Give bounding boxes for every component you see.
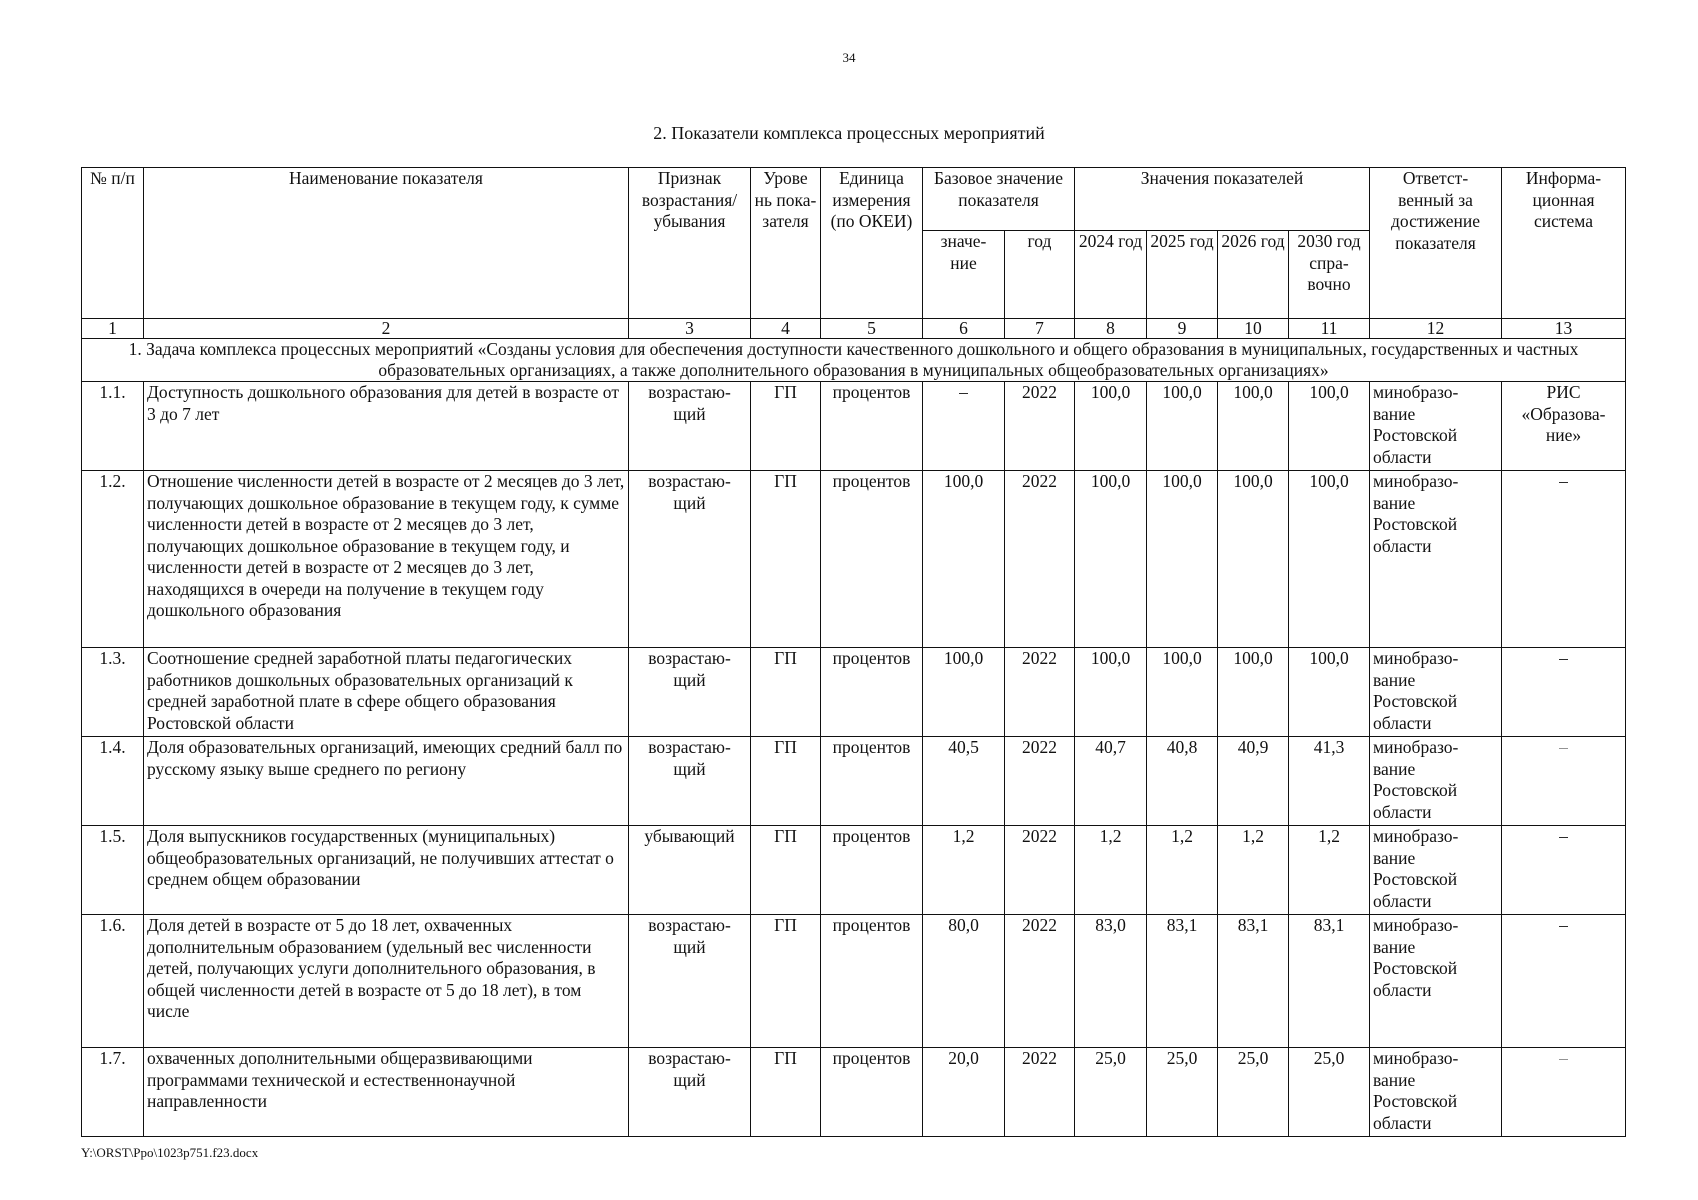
value-2024: 1,2 [1075,826,1147,915]
indicator-level: ГП [751,826,821,915]
responsible: минобразо- вание Ростовской области [1370,737,1502,826]
unit: процентов [821,826,923,915]
page-title: 2. Показатели комплекса процессных мероприятий [653,123,1045,143]
row-number: 1.3. [82,648,144,737]
responsible: минобразо- вание Ростовской области [1370,471,1502,648]
value-2026: 83,1 [1218,915,1289,1048]
info-system: – [1502,826,1626,915]
unit: процентов [821,382,923,471]
column-number: 2 [144,319,629,339]
value-2024: 100,0 [1075,648,1147,737]
header-base-year: год [1005,231,1075,319]
unit: процентов [821,1048,923,1137]
header-base: Базовое значение показателя [923,168,1075,231]
value-2025: 100,0 [1147,471,1218,648]
value-2025: 83,1 [1147,915,1218,1048]
value-2026: 100,0 [1218,382,1289,471]
header-unit: Единица измерения (по ОКЕИ) [821,168,923,319]
value-2024: 40,7 [1075,737,1147,826]
indicator-level: ГП [751,915,821,1048]
value-2024: 100,0 [1075,382,1147,471]
column-number: 11 [1289,319,1370,339]
value-2026: 100,0 [1218,648,1289,737]
header-2024: 2024 год [1075,231,1147,319]
header-2030: 2030 год спра- вочно [1289,231,1370,319]
column-number: 3 [629,319,751,339]
indicator-level: ГП [751,382,821,471]
responsible: минобразо- вание Ростовской области [1370,648,1502,737]
responsible: минобразо- вание Ростовской области [1370,1048,1502,1137]
table-row [82,471,1626,648]
base-year: 2022 [1005,1048,1075,1137]
value-2026: 25,0 [1218,1048,1289,1137]
column-number: 8 [1075,319,1147,339]
base-value: 1,2 [923,826,1005,915]
indicator-name: охваченных дополнительными общеразвивающими программами технической и естественнонаучной направленности [144,1048,629,1137]
responsible: минобразо- вание Ростовской области [1370,382,1502,471]
value-2030: 100,0 [1289,471,1370,648]
trend-sign: возрастаю- щий [629,737,751,826]
info-system: – [1502,737,1626,826]
table-row [82,915,1626,1048]
value-2025: 40,8 [1147,737,1218,826]
base-value: 40,5 [923,737,1005,826]
column-number: 13 [1502,319,1626,339]
indicator-level: ГП [751,471,821,648]
value-2025: 100,0 [1147,648,1218,737]
header-level: Урове нь пока- зателя [751,168,821,319]
table-row [82,382,1626,471]
header-info-system: Информа- ционная система [1502,168,1626,319]
base-year: 2022 [1005,826,1075,915]
value-2025: 25,0 [1147,1048,1218,1137]
indicator-name: Отношение численности детей в возрасте от 2 месяцев до 3 лет, получающих дошкольное образование в текущем году, к сумме численности детей в возрасте от 2 месяцев до 3 лет, получающих дошкольное образование в текущем году, и численности детей в возрасте от 2 месяцев до 3 лет, находящихся в очереди на получение в текущем году дошкольного образования [144,471,629,648]
indicators-table [81,167,1626,1137]
header-values: Значения показателей [1075,168,1370,231]
info-system: – [1502,1048,1626,1137]
header-row [82,168,1626,231]
value-2024: 83,0 [1075,915,1147,1048]
value-2030: 100,0 [1289,382,1370,471]
indicator-name: Доля выпускников государственных (муниципальных) общеобразовательных организаций, не получивших аттестат о среднем общем образовании [144,826,629,915]
header-responsible: Ответст- венный за достижение показателя [1370,168,1502,319]
value-2030: 41,3 [1289,737,1370,826]
indicator-level: ГП [751,737,821,826]
responsible: минобразо- вание Ростовской области [1370,826,1502,915]
column-number: 9 [1147,319,1218,339]
value-2025: 100,0 [1147,382,1218,471]
info-system: – [1502,915,1626,1048]
header-trend: Признак возрастания/ убывания [629,168,751,319]
column-number: 7 [1005,319,1075,339]
unit: процентов [821,737,923,826]
file-path-footer: Y:\ORST\Ppo\1023p751.f23.docx [81,1145,259,1160]
table-row [82,648,1626,737]
value-2024: 25,0 [1075,1048,1147,1137]
header-2025: 2025 год [1147,231,1218,319]
table-row [82,737,1626,826]
indicator-level: ГП [751,648,821,737]
row-number: 1.4. [82,737,144,826]
value-2030: 25,0 [1289,1048,1370,1137]
indicator-name: Доступность дошкольного образования для детей в возрасте от 3 до 7 лет [144,382,629,471]
value-2026: 40,9 [1218,737,1289,826]
column-number: 4 [751,319,821,339]
unit: процентов [821,915,923,1048]
info-system: – [1502,648,1626,737]
task-row [82,339,1626,382]
table-row [82,826,1626,915]
trend-sign: убывающий [629,826,751,915]
info-system: РИС «Образова- ние» [1502,382,1626,471]
trend-sign: возрастаю- щий [629,471,751,648]
trend-sign: возрастаю- щий [629,915,751,1048]
unit: процентов [821,471,923,648]
page-number: 34 [842,50,856,65]
responsible: минобразо- вание Ростовской области [1370,915,1502,1048]
row-number: 1.2. [82,471,144,648]
indicator-level: ГП [751,1048,821,1137]
column-number: 1 [82,319,144,339]
base-value: 100,0 [923,648,1005,737]
trend-sign: возрастаю- щий [629,1048,751,1137]
base-value: – [923,382,1005,471]
base-year: 2022 [1005,648,1075,737]
row-number: 1.6. [82,915,144,1048]
base-value: 20,0 [923,1048,1005,1137]
header-base-value: значе- ние [923,231,1005,319]
column-number: 5 [821,319,923,339]
header-2026: 2026 год [1218,231,1289,319]
column-number: 6 [923,319,1005,339]
table-row [82,1048,1626,1137]
info-system: – [1502,471,1626,648]
trend-sign: возрастаю- щий [629,382,751,471]
column-number: 10 [1218,319,1289,339]
value-2030: 1,2 [1289,826,1370,915]
value-2026: 1,2 [1218,826,1289,915]
unit: процентов [821,648,923,737]
indicator-name: Доля детей в возрасте от 5 до 18 лет, охваченных дополнительным образованием (удельный вес численности детей, получающих услуги дополнительного образования, в общей численности детей в возрасте от 5 до 18 лет), в том числе [144,915,629,1048]
value-2030: 83,1 [1289,915,1370,1048]
value-2026: 100,0 [1218,471,1289,648]
value-2030: 100,0 [1289,648,1370,737]
header-name: Наименование показателя [144,168,629,319]
base-value: 100,0 [923,471,1005,648]
row-number: 1.5. [82,826,144,915]
value-2025: 1,2 [1147,826,1218,915]
row-number: 1.1. [82,382,144,471]
header-num: № п/п [82,168,144,319]
task-heading: 1. Задача комплекса процессных мероприятий «Созданы условия для обеспечения доступности качественного дошкольного и общего образования в муниципальных, государственных и частных образовательных организациях, а также дополнительного образования в муниципальных общеобразовательных организациях» [82,339,1626,382]
base-year: 2022 [1005,737,1075,826]
column-number: 12 [1370,319,1502,339]
row-number: 1.7. [82,1048,144,1137]
base-year: 2022 [1005,382,1075,471]
base-value: 80,0 [923,915,1005,1048]
indicator-name: Доля образовательных организаций, имеющих средний балл по русскому языку выше среднего по региону [144,737,629,826]
base-year: 2022 [1005,915,1075,1048]
base-year: 2022 [1005,471,1075,648]
trend-sign: возрастаю- щий [629,648,751,737]
value-2024: 100,0 [1075,471,1147,648]
column-numbers-row [82,319,1626,339]
indicator-name: Соотношение средней заработной платы педагогических работников дошкольных образовательных организаций к средней заработной плате в сфере общего образования Ростовской области [144,648,629,737]
